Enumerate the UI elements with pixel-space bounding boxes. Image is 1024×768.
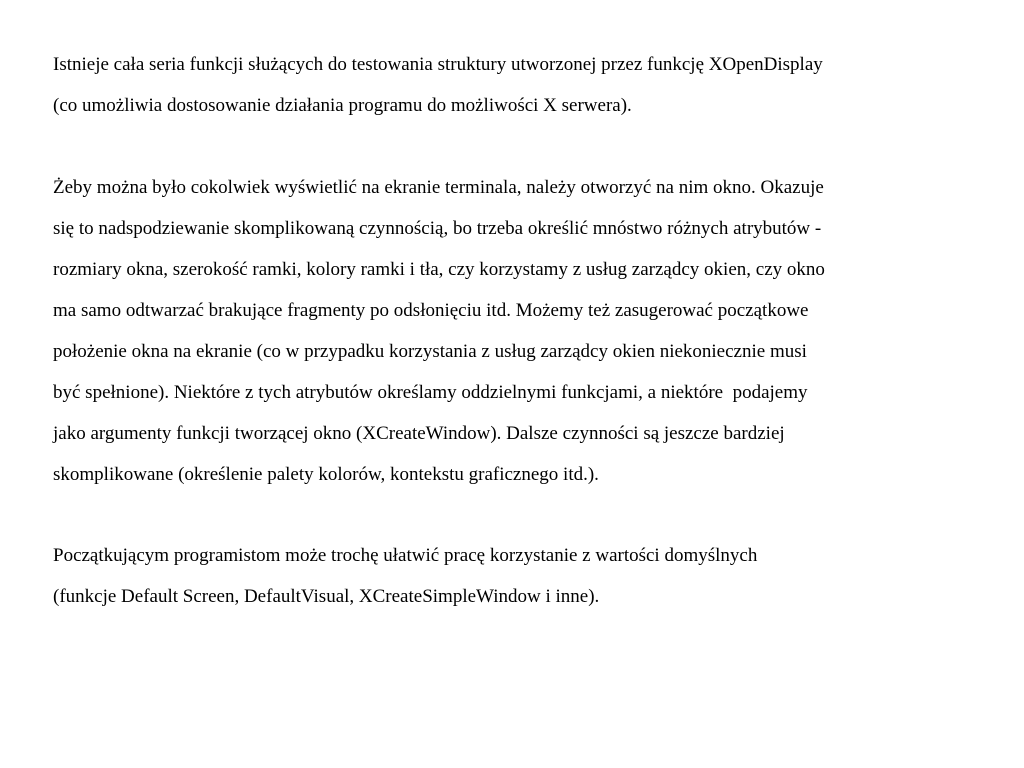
text-line: jako argumenty funkcji tworzącej okno (XCreateWindow). Dalsze czynności są jeszcze bardziej <box>53 423 785 444</box>
text-line: ma samo odtwarzać brakujące fragmenty po odsłonięciu itd. Możemy też zasugerować początkowe <box>53 300 809 321</box>
text-line: być spełnione). Niektóre z tych atrybutów określamy oddzielnymi funkcjami, a niektóre podajemy <box>53 382 808 403</box>
text-line: (co umożliwia dostosowanie działania programu do możliwości X serwera). <box>53 95 632 116</box>
text-line: Żeby można było cokolwiek wyświetlić na ekranie terminala, należy otworzyć na nim okno. Okazuje <box>53 177 824 198</box>
text-line: się to nadspodziewanie skomplikowaną czynnością, bo trzeba określić mnóstwo różnych atrybutów - <box>53 218 822 239</box>
text-line: rozmiary okna, szerokość ramki, kolory ramki i tła, czy korzystamy z usług zarządcy okien, czy okno <box>53 259 825 280</box>
text-line: położenie okna na ekranie (co w przypadku korzystania z usług zarządcy okien niekoniecznie musi <box>53 341 807 362</box>
paragraph-xopendisplay-functions <box>53 44 1003 126</box>
paragraph-default-values <box>53 535 1003 617</box>
text-line: Istnieje cała seria funkcji służących do testowania struktury utworzonej przez funkcję XOpenDisplay <box>53 54 823 75</box>
text-line: Początkującym programistom może trochę ułatwić pracę korzystanie z wartości domyślnych <box>53 545 758 566</box>
text-line: skomplikowane (określenie palety kolorów, kontekstu graficznego itd.). <box>53 464 599 485</box>
paragraph-window-creation <box>53 167 1003 495</box>
text-line: (funkcje Default Screen, DefaultVisual, XCreateSimpleWindow i inne). <box>53 586 600 607</box>
